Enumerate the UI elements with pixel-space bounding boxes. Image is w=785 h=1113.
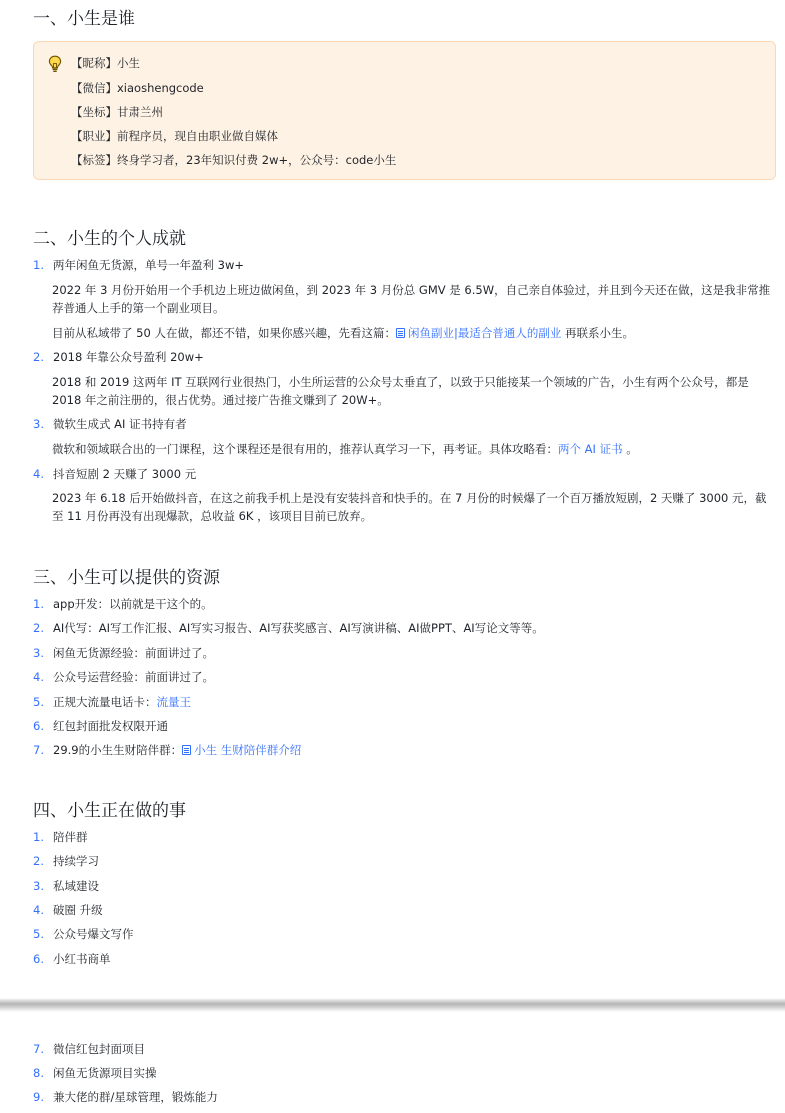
list-item bbox=[33, 620, 544, 636]
list-item bbox=[33, 645, 214, 661]
list-number: 4. bbox=[33, 903, 44, 917]
profile-wechat: 【微信】xiaoshengcode bbox=[71, 81, 204, 95]
doc-link-label[interactable]: 闲鱼副业|最适合普通人的副业 bbox=[407, 326, 562, 340]
list-item-text: 持续学习 bbox=[53, 854, 99, 868]
list-number: 7. bbox=[33, 1042, 44, 1056]
list-item-text: 抖音短剧 2 天赚了 3000 元 bbox=[53, 467, 197, 481]
list-item-text: 公众号爆文写作 bbox=[53, 927, 134, 941]
list-number: 2. bbox=[33, 350, 44, 364]
link-ai-certificates[interactable]: 两个 AI 证书 bbox=[558, 442, 623, 456]
list-item bbox=[33, 853, 99, 869]
list-item bbox=[33, 1041, 145, 1057]
list-number: 8. bbox=[33, 1066, 44, 1080]
list-item-text: app开发：以前就是干这个的。 bbox=[53, 597, 213, 611]
list-number: 4. bbox=[33, 467, 44, 481]
list-item-text: 破圈 升级 bbox=[53, 903, 103, 917]
paragraph-text: 目前从私域带了 50 人在做，都还不错，如果你感兴趣，先看这篇： bbox=[52, 326, 396, 340]
list-item-text: 微信红包封面项目 bbox=[53, 1042, 145, 1056]
paragraph: 2023 年 6.18 后开始做抖音，在这之前我手机上是没有安装抖音和快手的。在 7 月份的时候爆了一个百万播放短剧，2 天赚了 3000 元，截至 11 月份再没有出现爆款，总收益 6K ，该项目目前已放弃。 bbox=[52, 491, 767, 523]
link-data-plan[interactable]: 流量王 bbox=[156, 695, 191, 709]
paragraph-text: 。 bbox=[622, 442, 638, 456]
document-icon bbox=[396, 328, 405, 338]
list-number: 1. bbox=[33, 258, 44, 272]
list-item bbox=[33, 878, 99, 894]
list-item bbox=[33, 694, 191, 710]
list-number: 5. bbox=[33, 695, 44, 709]
list-item bbox=[33, 926, 134, 942]
list-item bbox=[33, 829, 88, 845]
list-item-text: 小红书商单 bbox=[53, 952, 111, 966]
list-item-text: 29.9的小生生财陪伴群： bbox=[53, 743, 183, 757]
list-number: 6. bbox=[33, 952, 44, 966]
list-item-text: 2018 年靠公众号盈利 20w+ bbox=[53, 350, 204, 364]
list-item-text: 兼大佬的群/星球管理，锻炼能力 bbox=[53, 1090, 218, 1104]
list-item-text: 私域建设 bbox=[53, 879, 99, 893]
list-number: 3. bbox=[33, 417, 44, 431]
list-number: 3. bbox=[33, 646, 44, 660]
section-title-achievements: 二、小生的个人成就 bbox=[33, 229, 186, 249]
list-item-text: 闲鱼无货源经验：前面讲过了。 bbox=[53, 646, 214, 660]
profile-tags: 【标签】终身学习者，23年知识付费 2w+，公众号：code小生 bbox=[71, 153, 397, 167]
list-item bbox=[33, 1089, 218, 1105]
section-title-doing: 四、小生正在做的事 bbox=[33, 801, 186, 821]
list-item-text: 闲鱼无货源项目实操 bbox=[53, 1066, 157, 1080]
list-item-text: 正规大流量电话卡： bbox=[53, 695, 157, 709]
list-item-text: 微软生成式 AI 证书持有者 bbox=[53, 417, 187, 431]
list-item bbox=[33, 742, 301, 758]
list-item bbox=[33, 718, 168, 734]
list-item bbox=[33, 416, 187, 432]
list-item bbox=[33, 349, 204, 365]
list-number: 2. bbox=[33, 621, 44, 635]
list-item bbox=[33, 1065, 157, 1081]
list-item-text: AI代写：AI写工作汇报、AI写实习报告、AI写获奖感言、AI写演讲稿、AI做PPT、AI写论文等等。 bbox=[53, 621, 544, 635]
list-item bbox=[33, 902, 103, 918]
list-item-text: 两年闲鱼无货源，单号一年盈利 3w+ bbox=[53, 258, 245, 272]
paragraph bbox=[52, 324, 776, 342]
list-item-text: 红包封面批发权限开通 bbox=[53, 719, 168, 733]
list-item bbox=[33, 466, 196, 482]
paragraph: 2018 和 2019 这两年 IT 互联网行业很热门，小生所运营的公众号太垂直了，以致于只能接某一个领域的广告，小生有两个公众号，都是 2018 年之前注册的，很占优势。通过接广告推文赚到了 20W+。 bbox=[52, 375, 749, 407]
profile-callout bbox=[33, 41, 776, 180]
list-item bbox=[33, 596, 213, 612]
paragraph bbox=[52, 440, 776, 458]
section-title-who: 一、小生是谁 bbox=[33, 9, 135, 29]
paragraph-text: 再联系小生。 bbox=[561, 326, 634, 340]
page-break-divider bbox=[0, 998, 785, 1012]
list-number: 5. bbox=[33, 927, 44, 941]
lightbulb-icon bbox=[47, 55, 63, 73]
list-item-text: 公众号运营经验：前面讲过了。 bbox=[53, 670, 214, 684]
list-number: 4. bbox=[33, 670, 44, 684]
list-number: 6. bbox=[33, 719, 44, 733]
list-item bbox=[33, 257, 244, 273]
list-item bbox=[33, 951, 111, 967]
paragraph-text: 微软和领域联合出的一门课程，这个课程还是很有用的，推荐认真学习一下，再考证。具体攻略看： bbox=[52, 442, 558, 456]
profile-location: 【坐标】甘肃兰州 bbox=[71, 105, 163, 119]
profile-occupation: 【职业】前程序员，现自由职业做自媒体 bbox=[71, 129, 278, 143]
list-item bbox=[33, 669, 214, 685]
list-number: 1. bbox=[33, 830, 44, 844]
doc-link-label[interactable]: 小生 生财陪伴群介绍 bbox=[194, 743, 302, 757]
paragraph: 2022 年 3 月份开始用一个手机边上班边做闲鱼，到 2023 年 3 月份总 GMV 是 6.5W，自己亲自体验过，并且到今天还在做，这是我非常推荐普通人上手的第一个副业项目。 bbox=[52, 283, 771, 315]
list-number: 7. bbox=[33, 743, 44, 757]
document-icon bbox=[182, 745, 191, 755]
list-number: 1. bbox=[33, 597, 44, 611]
section-title-resources: 三、小生可以提供的资源 bbox=[33, 568, 220, 588]
profile-nickname: 【昵称】小生 bbox=[71, 56, 140, 70]
list-item-text: 陪伴群 bbox=[53, 830, 88, 844]
doc-link-xianyu[interactable] bbox=[396, 326, 561, 340]
list-number: 3. bbox=[33, 879, 44, 893]
list-number: 2. bbox=[33, 854, 44, 868]
doc-link-group-intro[interactable] bbox=[182, 743, 301, 757]
list-number: 9. bbox=[33, 1090, 44, 1104]
